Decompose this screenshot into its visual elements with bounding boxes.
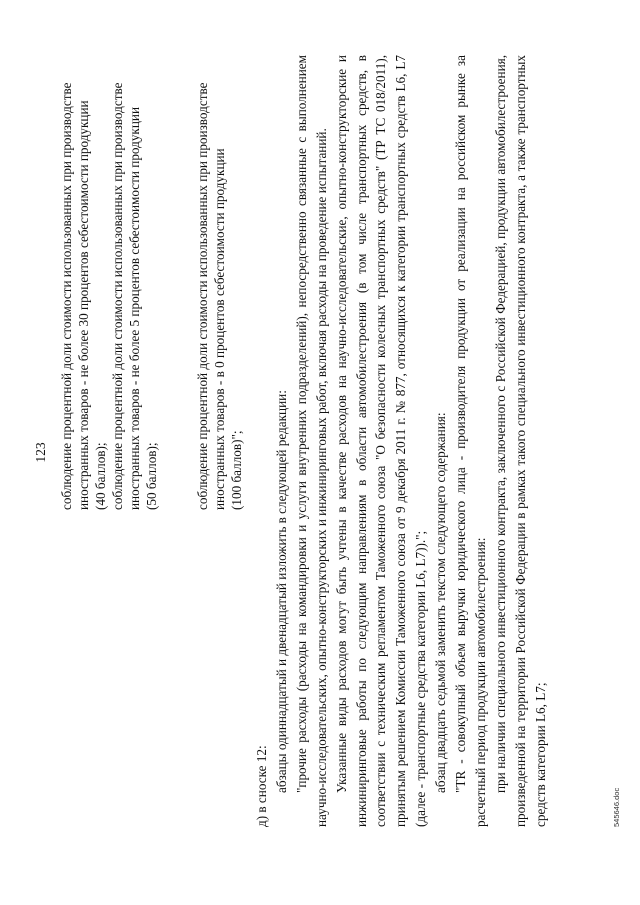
- row-3-line-1: соблюдение процентной доли стоимости использованных при производстве: [195, 82, 210, 510]
- row-gap: [160, 40, 194, 510]
- row-3-line-2: иностранных товаров - в 0 процентов себестоимости продукции: [212, 148, 227, 510]
- footnote-item: д) в сноске 12:: [254, 745, 269, 827]
- paragraph-replace: абзац двадцать седьмой заменить текстом следующего содержания:: [433, 412, 449, 793]
- row-2-line-1: соблюдение процентной доли стоимости использованных при производстве: [110, 82, 125, 510]
- paragraph-other-expenses: "прочие расходы (расходы на командировки и услуги внутренних подразделений), непосредственно связанные с выполнением научно-исследовательских, опытно-конструкторских и инжиниринговых работ, включая расходы на проведение испытаний.: [293, 55, 329, 827]
- row-1-line-1: соблюдение процентной доли стоимости использованных при производстве: [59, 82, 74, 510]
- row-1-line-3: (40 баллов);: [93, 442, 108, 510]
- criteria-table-rows: [58, 40, 245, 510]
- document-body: [252, 55, 551, 827]
- paragraph-expense-types: Указанные виды расходов могут быть учтены в качестве расходов на научно-исследовательские, опытно-конструкторские и инжиниринговые работы по следующим направлениям в области автомобилестроения (в том числе транспортных средств, в соответствии с техническим регламентом Таможенного союза "О безопасности колесных транспортных средств" (ТР ТС 018/2011), принятым решением Комиссии Таможенного союза от 9 декабря 2011 г. № 877, относящихся к категории транспортных средств L6, L7 (далее - транспортные средства категории L6, L7)).";: [333, 55, 429, 827]
- file-name-footer: 545646.doc: [612, 787, 621, 827]
- paragraph-contract: при наличии специального инвестиционного контракта, заключенного с Российской Федерацией, продукции автомобилестроения, произведенной на территории Российской Федерации в рамках такого специального инвестиционного контракта, а также транспортных средств категории L6, L7;: [492, 55, 548, 827]
- paragraph-tr-definition: "TR - совокупный объем выручки юридического лица - производителя продукции от реализации на российском рынке за расчетный период продукции автомобилестроения:: [453, 55, 488, 827]
- row-3-line-3: (100 баллов)";: [229, 430, 244, 510]
- row-2-line-2: иностранных товаров - не более 5 процентов себестоимости продукции: [127, 106, 142, 510]
- row-1-line-2: иностранных товаров - не более 30 процентов себестоимости продукции: [76, 100, 91, 510]
- row-2-line-3: (50 баллов);: [144, 442, 159, 510]
- paragraph-intro: абзацы одиннадцатый и двенадцатый изложить в следующей редакции:: [273, 390, 289, 793]
- page-number: 123: [33, 442, 48, 463]
